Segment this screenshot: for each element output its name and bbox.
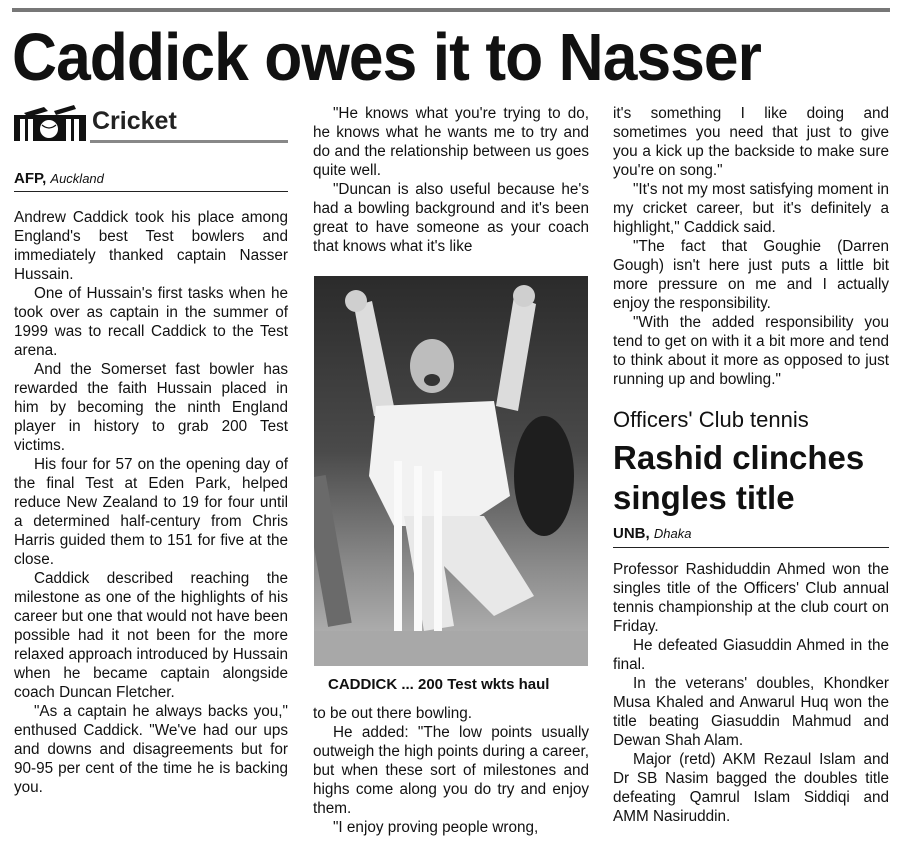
byline-agency: UNB,: [613, 525, 650, 542]
second-story-headline: [613, 438, 893, 518]
paragraph: His four for 57 on the opening day of the final Test at Eden Park, helped reduce New Zealand to 19 for four until a determined half-century from Chris Harris guided them to 151 for five at the close.: [14, 456, 288, 568]
section-header: [14, 103, 288, 143]
second-story-byline: [613, 525, 691, 542]
paragraph: Caddick described reaching the milestone as one of the highlights of his career but one that would not have been possible had it not been for the more relaxed approach introduced by Hussain when he became captain alongside coach Duncan Fletcher.: [14, 570, 288, 701]
paragraph: "With the added responsibility you tend to get on with it a bit more and tend to think about it more as opposed to just running up and bowling.": [613, 314, 889, 388]
article-column-3: [613, 104, 889, 389]
paragraph: "He knows what you're trying to do, he knows what he wants me to try and do and the relationship between us goes quite well.: [313, 105, 589, 179]
article-column-2-top: [313, 104, 589, 256]
paragraph: In the veterans' doubles, Khondker Musa Khaled and Anwarul Huq won the title beating Giasuddin Mahmud and Dewan Shah Alam.: [613, 675, 889, 749]
byline-city: Dhaka: [653, 526, 692, 541]
article-column-2-bottom: [313, 704, 589, 837]
paragraph: He added: "The low points usually outweigh the high points during a career, but when these sort of milestones and highs come along you do try and enjoy them.: [313, 724, 589, 817]
paragraph: And the Somerset fast bowler has rewarded the faith Hussain placed in him by becoming the ninth England player in history to grab 200 Test victims.: [14, 361, 288, 454]
second-story-headline-line1: Rashid clinches: [613, 439, 865, 476]
paragraph: He defeated Giasuddin Ahmed in the final.: [613, 637, 889, 673]
section-rule: [90, 140, 288, 143]
paragraph: One of Hussain's first tasks when he took over as captain in the summer of 1999 was to recall Caddick to the Test arena.: [14, 285, 288, 359]
section-label: Cricket: [92, 107, 177, 135]
paragraph: Andrew Caddick took his place among England's best Test bowlers and immediately thanked captain Nasser Hussain.: [14, 209, 288, 283]
second-story-section: Officers' Club tennis: [613, 407, 809, 432]
photo-caddick: [314, 276, 588, 666]
second-story-body: [613, 560, 889, 826]
paragraph: "Duncan is also useful because he's had a bowling background and it's been great to have someone as your coach that knows what it's like: [313, 181, 589, 255]
second-story-byline-rule: [613, 547, 889, 548]
byline-rule: [14, 191, 288, 192]
top-rule: [12, 8, 890, 12]
paragraph: Major (retd) AKM Rezaul Islam and Dr SB Nasim bagged the doubles title defeating Qamrul Islam Siddiqi and AMM Nasiruddin.: [613, 751, 889, 825]
cricket-icon: [14, 105, 86, 141]
paragraph: "As a captain he always backs you," enthused Caddick. "We've had our ups and downs and disagreements but for 90-95 per cent of the time he is backing you.: [14, 703, 288, 796]
paragraph: it's something I like doing and sometimes you need that just to give you a kick up the backside to make sure you're on song.": [613, 105, 889, 179]
byline-agency: AFP,: [14, 170, 47, 187]
headline: Caddick owes it to Nasser: [12, 20, 761, 95]
photo-caption: CADDICK ... 200 Test wkts haul: [328, 676, 550, 693]
paragraph: "The fact that Goughie (Darren Gough) isn't here just puts a little bit more pressure on me and I actually enjoy the responsibility.: [613, 238, 889, 312]
paragraph: Professor Rashiduddin Ahmed won the singles title of the Officers' Club annual tennis championship at the club court on Friday.: [613, 561, 889, 635]
paragraph: "It's not my most satisfying moment in my cricket career, but it's definitely a highlight," Caddick said.: [613, 181, 889, 236]
celebrating-bowler-photo: [314, 276, 588, 666]
article-column-1: [14, 208, 288, 797]
paragraph: to be out there bowling.: [313, 705, 473, 722]
byline-city: Auckland: [50, 171, 104, 186]
paragraph: "I enjoy proving people wrong,: [333, 819, 539, 836]
byline: [14, 170, 104, 187]
second-story-headline-line2: singles title: [613, 479, 795, 516]
